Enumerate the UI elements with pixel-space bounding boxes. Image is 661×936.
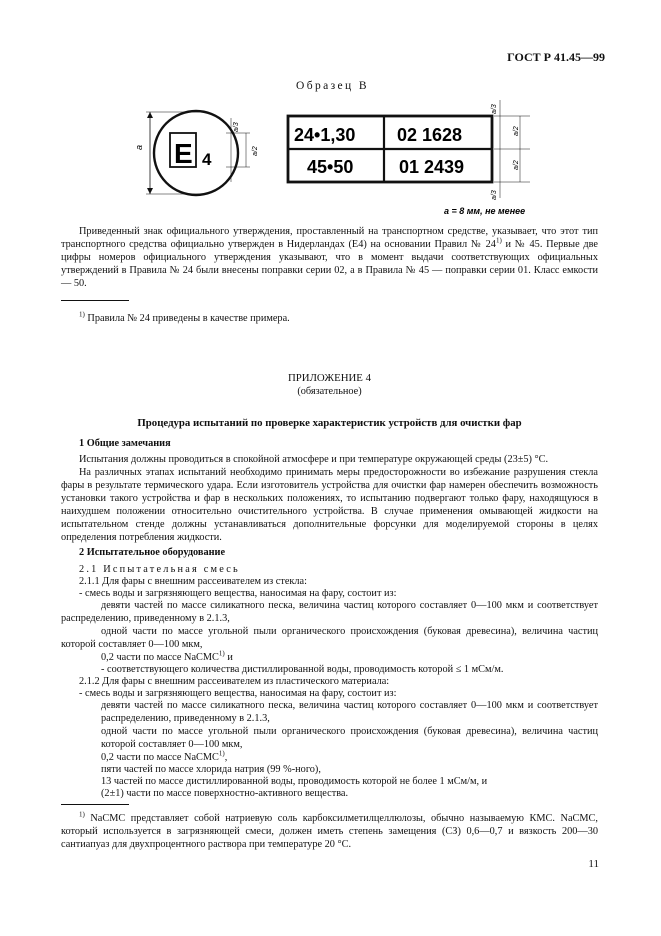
dimension-a-label: a (134, 144, 144, 150)
footnote-2: $^{1)}$ NaCMC представляет собой натриевую соль карбоксилметилцеллюлозы, обычно называемую КМС. NaCMC, который используется в загрязняющей смеси, должен иметь степень замещения (СЗ) 0,6—0,7 и вязкость 200—30 сантиапуаз для двухпроцентного раствора при температуре 20 °С. (61, 810, 598, 850)
appendix-subtitle: (обязательное) (297, 386, 362, 397)
appendix-heading: Процедура испытаний по проверке характеристик устройств для очистки фар (137, 417, 522, 429)
list-item: одной части по массе угольной пыли органического происхождения (буковая древесина), величина частиц которой составляет 0—100 мкм, (101, 726, 598, 750)
table-cell: 01 2439 (399, 157, 465, 177)
document-code: ГОСТ Р 41.45—99 (507, 50, 605, 64)
subsection-2-1-2: 2.1.2 Для фары с внешним рассеивателем из пластического материала: (79, 676, 390, 687)
page-number: 11 (588, 858, 599, 870)
list-item: пяти частей по массе хлорида натрия (99 %-ного), (101, 764, 321, 775)
table-cell: 24•1,30 (294, 125, 356, 145)
list-item: - смесь воды и загрязняющего вещества, наносимая на фару, состоит из: (79, 688, 397, 699)
list-item: 0,2 части по массе NaCMC$^{1)}$, (101, 749, 228, 763)
dimension-a2-label-3: a/2 (513, 160, 520, 170)
intro-paragraph: Приведенный знак официального утверждения, проставленный на транспортном средстве, указывает, что этот тип транспортного средства официально утвержден в Нидерландах (E4) на основании Правил № 24$^{1)}$ и № 45. Первые две цифры номеров официального утверждения указывают, что в момент выдачи соответствующих официальных утверждений в Правила № 24 были внесены поправки серии 02, а в Правила № 45 — поправки серии 01. Класс емкости — 50. (61, 226, 598, 289)
section-1-heading: 1 Общие замечания (79, 438, 171, 449)
footnote-rule (61, 300, 129, 301)
dimension-a2-label-2: a/2 (513, 126, 520, 136)
figure-title: Образец В (296, 80, 369, 92)
footnote-1: $^{1)}$ Правила № 24 приведены в качестве примера. (79, 310, 290, 324)
list-item: девяти частей по массе силикатного песка, величина частиц которого составляет 0—100 мкм и соответствует распределению, приведенному в 2.1.3, (61, 600, 598, 624)
list-item: девяти частей по массе силикатного песка, величина частиц которого составляет 0—100 мкм и соответствует распределению, приведенному в 2.1.3, (101, 700, 598, 724)
list-item: 13 частей по массе дистиллированной воды, проводимость которой не более 1 мСм/м, и (101, 776, 488, 787)
table-cell: 45•50 (307, 157, 354, 177)
list-item: одной части по массе угольной пыли органического происхождения (буковая древесина), величина частиц которой составляет 0—100 мкм, (61, 626, 598, 650)
subsection-2-1-1: 2.1.1 Для фары с внешним рассеивателем из стекла: (79, 576, 307, 587)
list-item: (2±1) части по массе поверхностно-активного вещества. (101, 788, 349, 799)
table-cell: 02 1628 (397, 125, 463, 145)
dimension-a3-label-2: a/3 (491, 104, 498, 114)
footnote-rule-2 (61, 804, 129, 805)
list-item: - смесь воды и загрязняющего вещества, наносимая на фару, состоит из: (79, 588, 397, 599)
section-1-paragraph-1: Испытания должны проводиться в спокойной атмосфере и при температуре окружающей среды (23±5) °С. (79, 454, 549, 465)
list-item: 0,2 части по массе NaCMC$^{1)}$ и (101, 649, 233, 663)
dimension-a2-label-1: a/2 (252, 146, 259, 156)
section-2-heading: 2 Испытательное оборудование (79, 547, 226, 558)
dimension-a3-label-3: a/3 (491, 190, 498, 200)
circle-letter: E (174, 138, 193, 169)
circle-number: 4 (202, 150, 212, 169)
section-1-paragraph-2: На различных этапах испытаний необходимо принимать меры предосторожности во избежание разрушения стекла фары в результате термического удара. Если изготовитель устройства для очистки фар намерен обеспечить возможность установки такого устройства и фар в нескольких положениях, то испытанию подвергают только фару, находящуюся в наихудшем положении относительно очистительного устройства. В случае применения омывающей жидкости на испытательном стенде должны устанавливаться дополнительные форсунки для моделируемой стороны в целях определения потребления жидкости. (61, 467, 598, 543)
appendix-title: ПРИЛОЖЕНИЕ 4 (287, 372, 371, 384)
figure-note: a = 8 мм, не менее (444, 206, 526, 216)
dimension-a3-label-1: a/3 (233, 122, 240, 132)
list-item: - соответствующего количества дистиллированной воды, проводимость которой ≤ 1 мСм/м. (101, 664, 504, 675)
subsection-2-1: 2.1 Испытательная смесь (79, 564, 240, 575)
approval-mark-figure (120, 100, 560, 220)
